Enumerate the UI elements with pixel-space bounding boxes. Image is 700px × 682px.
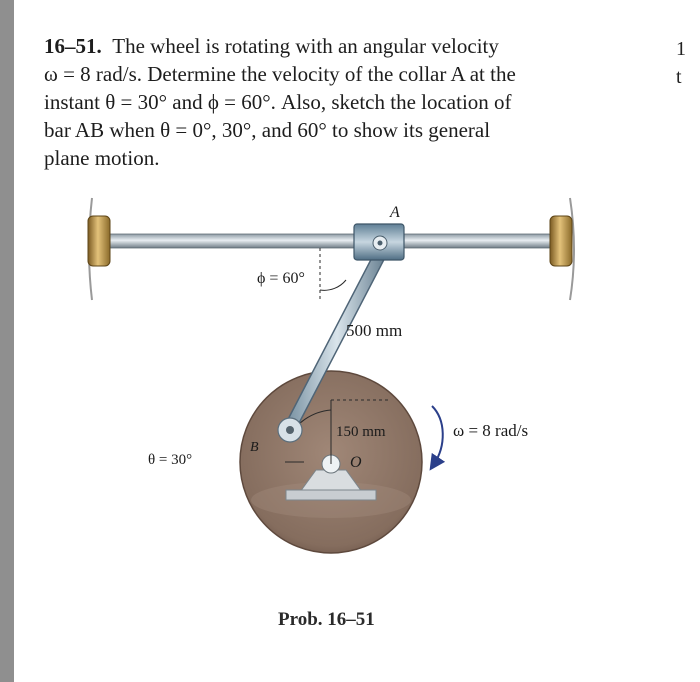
problem-line: 16–51. The wheel is rotating with an angular velocity xyxy=(44,34,499,58)
left-bearing xyxy=(88,216,110,266)
theta-label: θ = 30° xyxy=(148,452,193,468)
bar-length-label: 500 mm xyxy=(346,321,403,340)
omega-arrow xyxy=(432,406,443,464)
pin-b-center xyxy=(286,426,294,434)
pivot-base xyxy=(286,490,376,500)
problem-line: ω = 8 rad/s. Determine the velocity of the collar A at the xyxy=(44,62,516,86)
label-a: A xyxy=(390,204,400,221)
pin-a-center xyxy=(378,241,383,246)
right-bearing xyxy=(550,216,572,266)
problem-line: bar AB when θ = 0°, 30°, and 60° to show its general xyxy=(44,118,491,142)
page-edge-char: 1 xyxy=(676,38,686,60)
problem-line: instant θ = 30° and ϕ = 60°. Also, sketch the location of xyxy=(44,90,512,114)
page-edge-char: t xyxy=(676,66,682,88)
problem-number: 16–51. xyxy=(44,34,102,58)
radius-label: 150 mm xyxy=(336,424,386,440)
label-o: O xyxy=(350,454,362,471)
problem-line: plane motion. xyxy=(44,146,160,170)
phi-label: ϕ = 60° xyxy=(257,270,305,287)
label-b: B xyxy=(250,440,259,455)
figure-caption: Prob. 16–51 xyxy=(278,609,375,630)
guide-rod xyxy=(106,234,552,248)
omega-label: ω = 8 rad/s xyxy=(453,421,529,440)
phi-arc xyxy=(320,280,346,290)
